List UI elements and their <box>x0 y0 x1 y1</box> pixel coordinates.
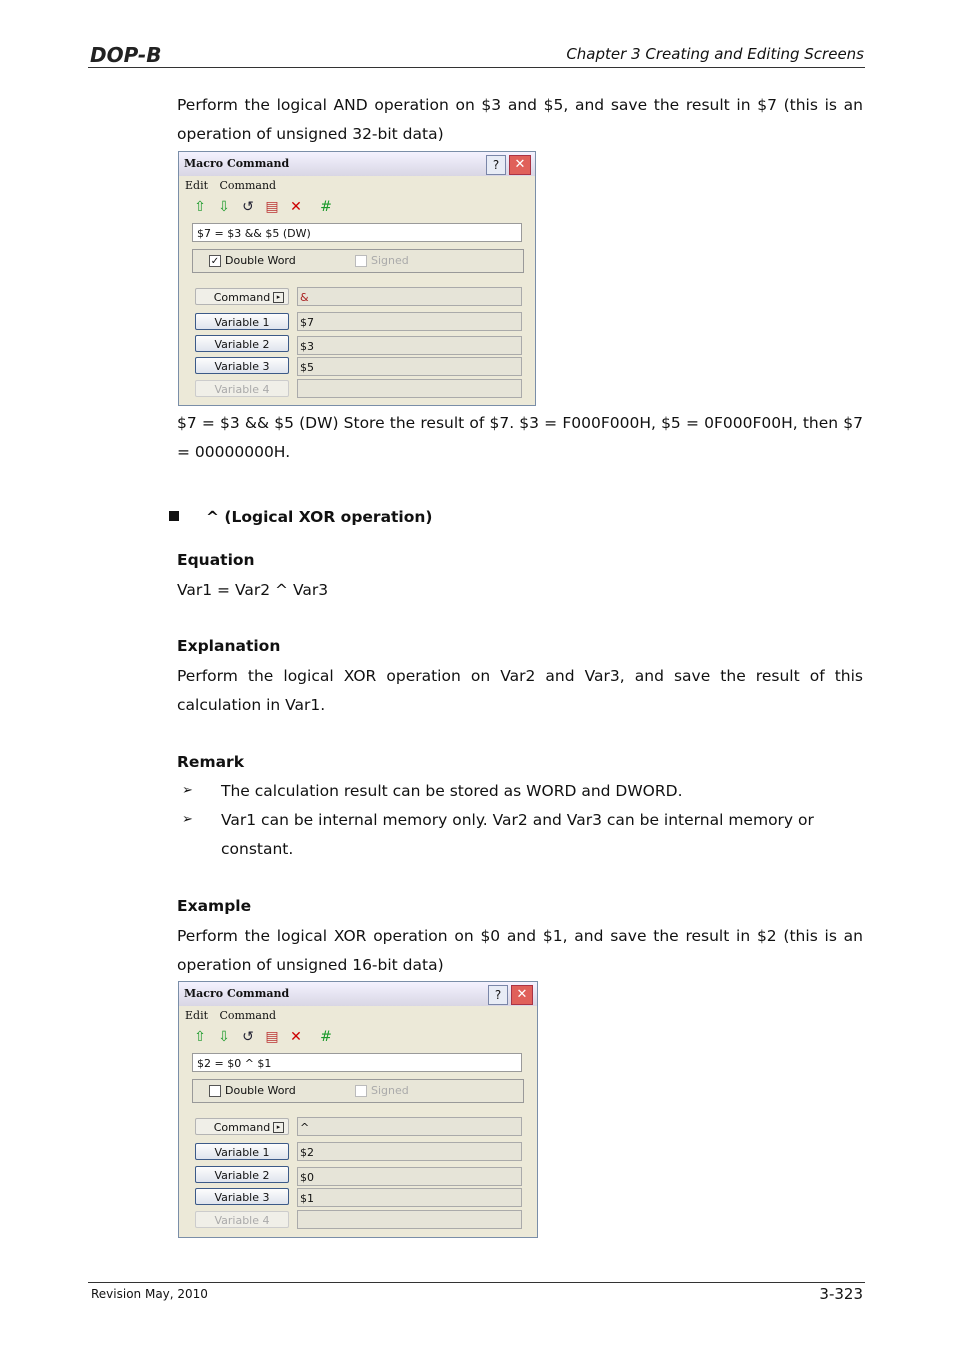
command-label: Command <box>213 291 271 304</box>
variable-3-field[interactable]: $5 <box>297 357 522 376</box>
command-field[interactable]: ^ <box>297 1117 522 1136</box>
command-label: Command <box>213 1121 271 1134</box>
arrow-down-icon[interactable]: ⇩ <box>218 199 230 215</box>
remark-bullet-icon: ➢ <box>182 812 193 827</box>
help-icon[interactable]: ? <box>488 985 508 1005</box>
menu-bar <box>185 1009 284 1022</box>
variable-3-button[interactable]: Variable 3 <box>195 357 289 374</box>
variable-2-field[interactable]: $0 <box>297 1167 522 1186</box>
arrow-down-icon[interactable]: ⇩ <box>218 1029 230 1045</box>
signed-checkbox[interactable] <box>355 255 367 267</box>
chevron-right-icon: ▸ <box>273 292 284 303</box>
variable-1-button[interactable]: Variable 1 <box>195 1143 289 1160</box>
intro-paragraph: Perform the logical AND operation on $3 and $5, and save the result in $7 (this is an operation of unsigned 32-bit data) <box>177 96 863 143</box>
options-group <box>192 1079 524 1103</box>
remark-item: Var1 can be internal memory only. Var2 and Var3 can be internal memory or constant. <box>221 811 814 858</box>
variable-4-button[interactable]: Variable 4 <box>195 1211 289 1228</box>
signed-label: Signed <box>371 254 409 267</box>
variable-4-button[interactable]: Variable 4 <box>195 380 289 397</box>
equation-text: Var1 = Var2 ^ Var3 <box>177 581 329 599</box>
double-word-label: Double Word <box>225 1084 296 1097</box>
dialog-title: Macro Command <box>184 157 290 170</box>
signed-label: Signed <box>371 1084 409 1097</box>
toolbar <box>185 1028 332 1048</box>
double-word-checkbox[interactable]: ✓ <box>210 256 220 267</box>
variable-2-button[interactable]: Variable 2 <box>195 335 289 352</box>
macro-command-dialog-2 <box>178 981 538 1238</box>
chevron-right-icon: ▸ <box>273 1122 284 1133</box>
menu-command[interactable]: Command <box>219 179 277 192</box>
chapter-title: Chapter 3 Creating and Editing Screens <box>566 45 864 63</box>
variable-3-field[interactable]: $1 <box>297 1188 522 1207</box>
arrow-up-icon[interactable]: ⇧ <box>194 199 206 215</box>
equation-heading: Equation <box>177 551 255 569</box>
title-bar <box>179 152 535 176</box>
macro-command-dialog-1 <box>178 151 536 406</box>
explanation-text: Perform the logical XOR operation on Var2 and Var3, and save the result of this calculation in Var1. <box>177 667 863 714</box>
remark-item: The calculation result can be stored as WORD and DWORD. <box>221 782 683 800</box>
title-bar <box>179 982 537 1006</box>
refresh-icon[interactable]: ↺ <box>242 1029 254 1045</box>
toolbar <box>185 198 332 218</box>
page-number: 3-323 <box>819 1285 863 1303</box>
footer-rule <box>88 1282 865 1283</box>
double-word-label: Double Word <box>225 254 296 267</box>
dialog-title: Macro Command <box>184 987 290 1000</box>
expression-field[interactable]: $7 = $3 && $5 (DW) <box>192 223 522 242</box>
variable-1-button[interactable]: Variable 1 <box>195 313 289 330</box>
variable-3-button[interactable]: Variable 3 <box>195 1188 289 1205</box>
section-title: ^ (Logical XOR operation) <box>206 508 433 526</box>
hash-icon[interactable]: # <box>320 1029 332 1045</box>
document-icon[interactable]: ▤ <box>265 1029 279 1045</box>
expression-field[interactable]: $2 = $0 ^ $1 <box>192 1053 522 1072</box>
menu-edit[interactable]: Edit <box>185 1009 209 1022</box>
command-button[interactable] <box>195 288 289 305</box>
revision-text: Revision May, 2010 <box>91 1287 208 1301</box>
variable-2-button[interactable]: Variable 2 <box>195 1166 289 1183</box>
variable-4-field[interactable] <box>297 379 522 398</box>
result-paragraph: $7 = $3 && $5 (DW) Store the result of $7. $3 = F000F000H, $5 = 0F000F00H, then $7 = 00000000H. <box>177 414 863 461</box>
command-field[interactable]: & <box>297 287 522 306</box>
refresh-icon[interactable]: ↺ <box>242 199 254 215</box>
close-icon[interactable]: ✕ <box>511 985 533 1005</box>
double-word-checkbox[interactable] <box>209 1085 221 1097</box>
menu-edit[interactable]: Edit <box>185 179 209 192</box>
variable-1-field[interactable]: $7 <box>297 312 522 331</box>
variable-4-field[interactable] <box>297 1210 522 1229</box>
hash-icon[interactable]: # <box>320 199 332 215</box>
document-icon[interactable]: ▤ <box>265 199 279 215</box>
menu-command[interactable]: Command <box>219 1009 277 1022</box>
brand-logo: DOP-B <box>90 43 162 67</box>
header-rule <box>88 67 865 68</box>
variable-1-field[interactable]: $2 <box>297 1142 522 1161</box>
remark-heading: Remark <box>177 753 245 771</box>
section-bullet <box>169 511 179 521</box>
variable-2-field[interactable]: $3 <box>297 336 522 355</box>
explanation-heading: Explanation <box>177 637 281 655</box>
example-heading: Example <box>177 897 252 915</box>
close-icon[interactable]: ✕ <box>509 155 531 175</box>
remark-bullet-icon: ➢ <box>182 783 193 798</box>
example-text: Perform the logical XOR operation on $0 and $1, and save the result in $2 (this is an operation of unsigned 16-bit data) <box>177 927 863 974</box>
command-button[interactable] <box>195 1118 289 1135</box>
delete-icon[interactable]: ✕ <box>290 199 302 215</box>
menu-bar <box>185 179 284 192</box>
arrow-up-icon[interactable]: ⇧ <box>194 1029 206 1045</box>
options-group <box>192 249 524 273</box>
delete-icon[interactable]: ✕ <box>290 1029 302 1045</box>
help-icon[interactable]: ? <box>486 155 506 175</box>
signed-checkbox[interactable] <box>355 1085 367 1097</box>
